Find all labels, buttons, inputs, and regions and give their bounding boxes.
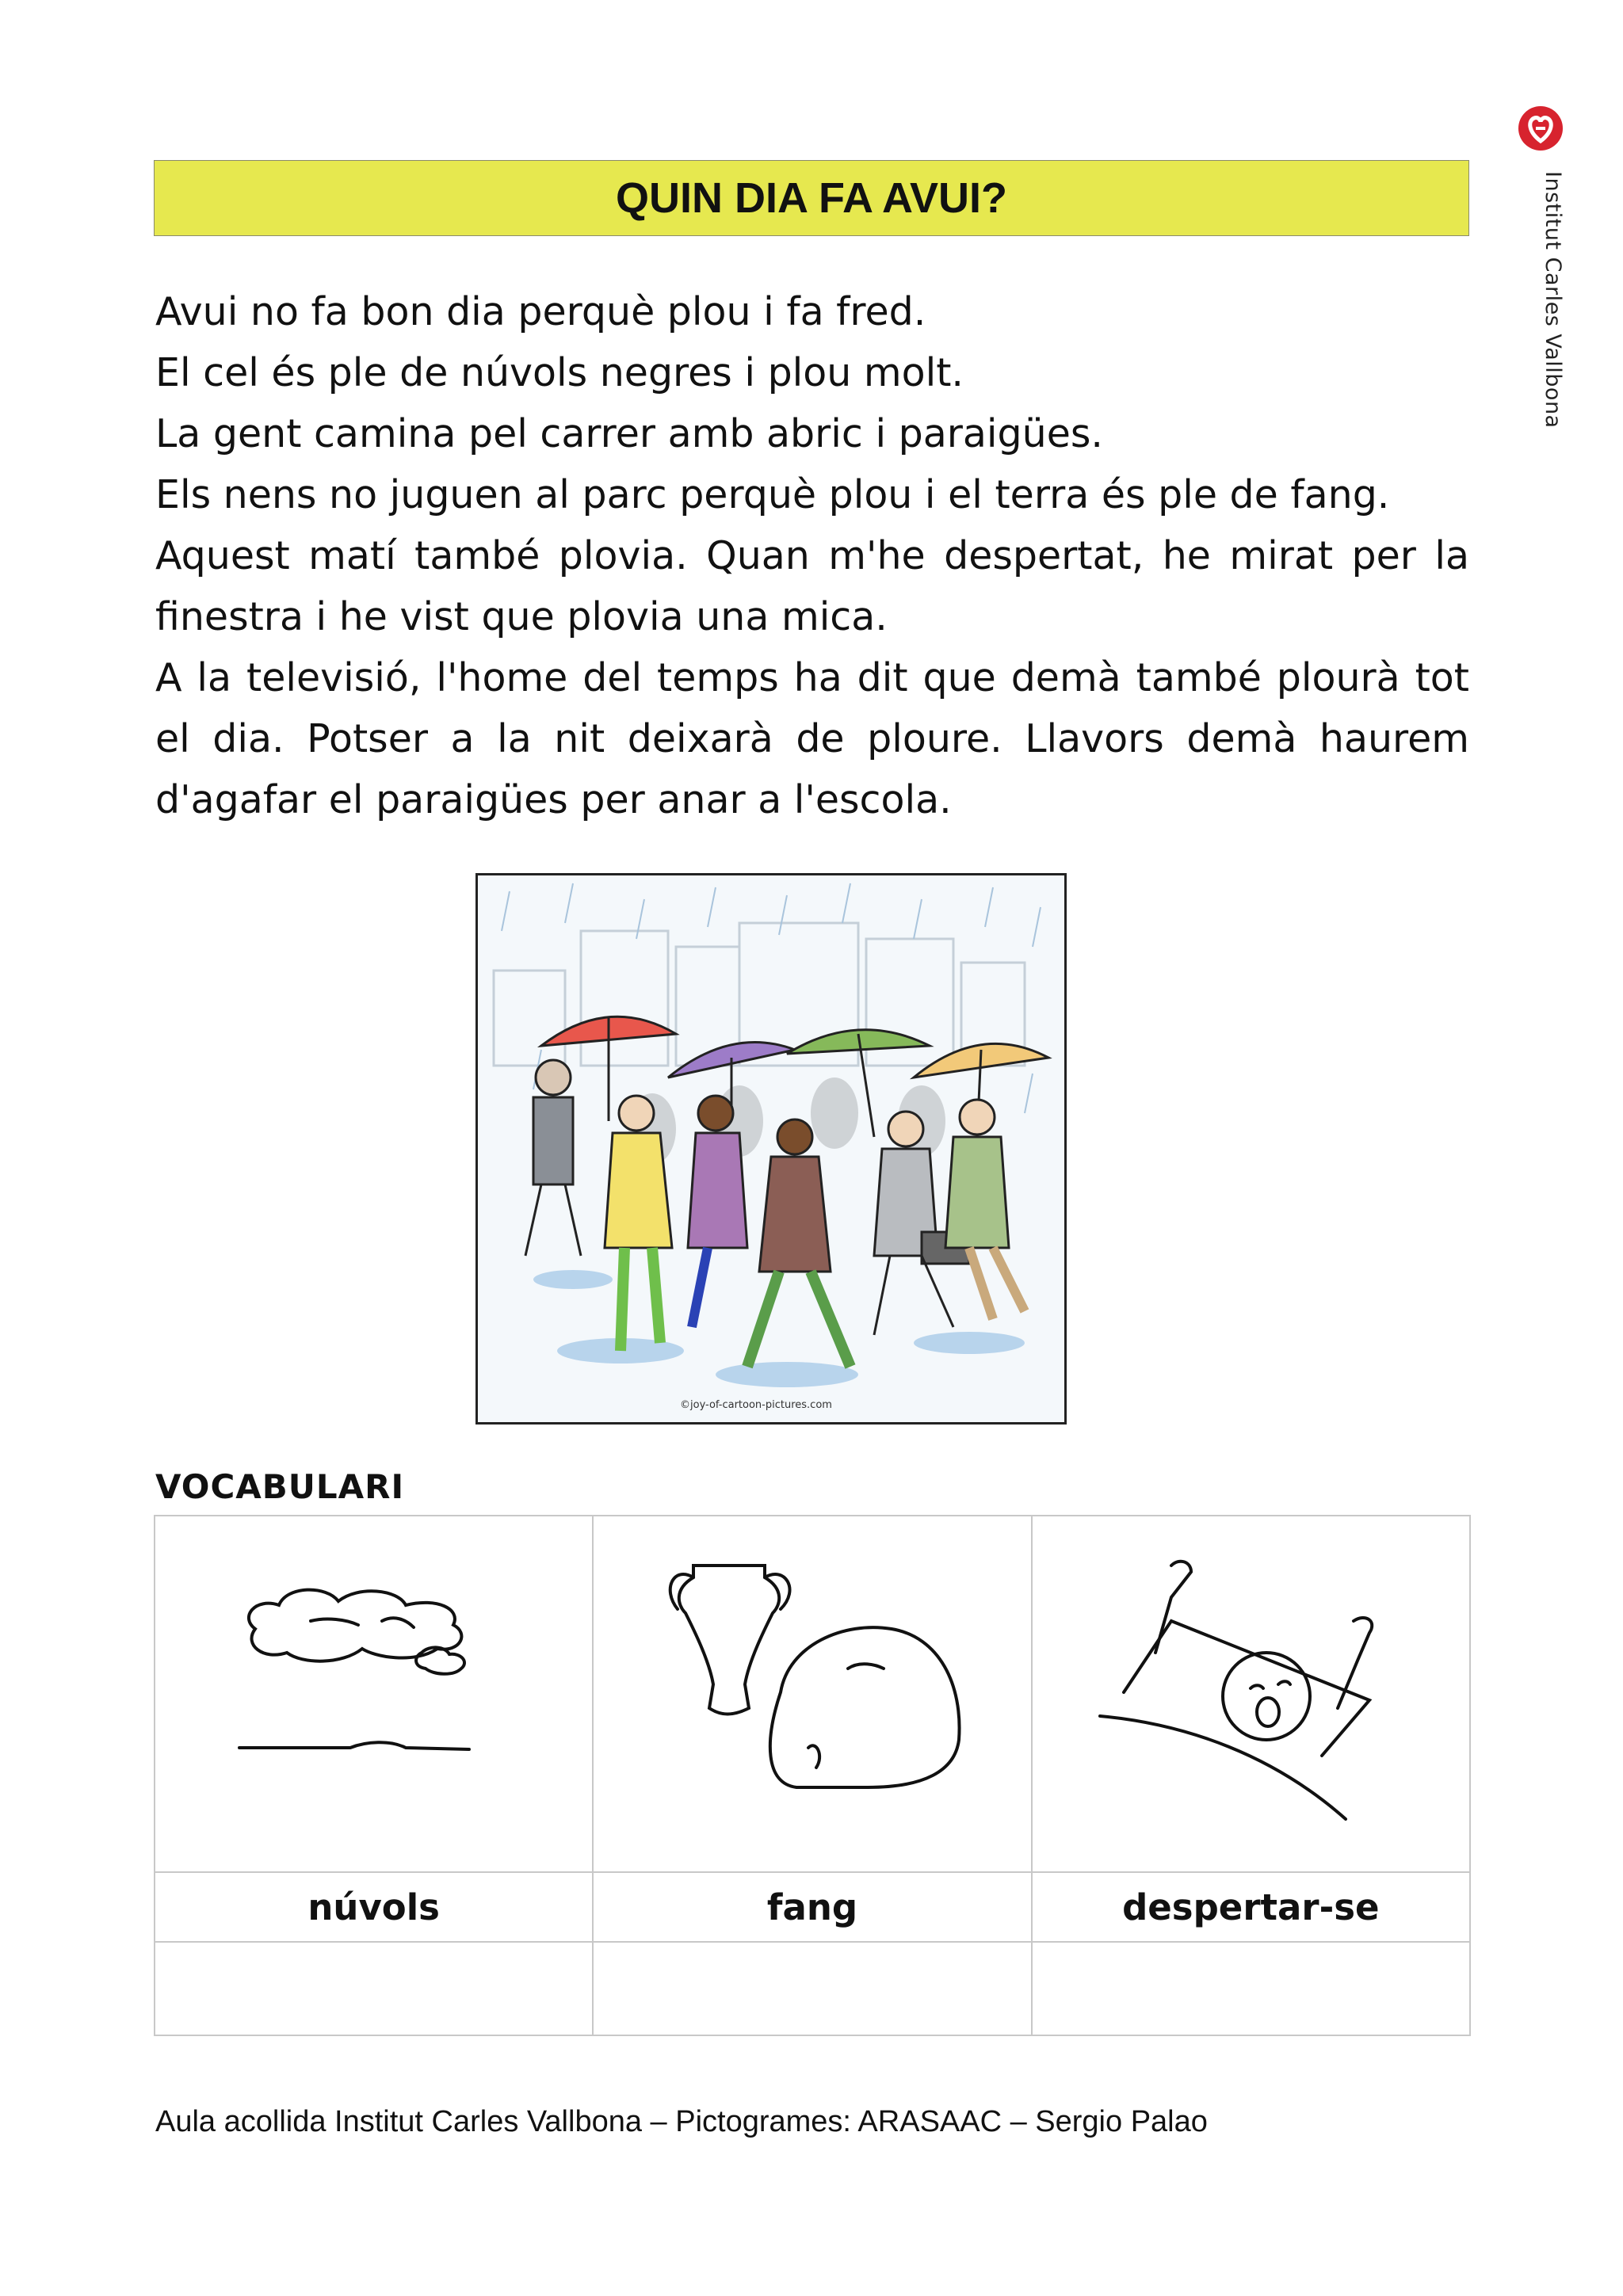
page-footer: Aula acollida Institut Carles Vallbona – Pictogrames: ARASAAC – Sergio Palao [155, 2105, 1208, 2138]
page-title: QUIN DIA FA AVUI? [616, 174, 1007, 222]
vocab-word: fang [593, 1872, 1031, 1942]
brand-sidebar [1512, 105, 1599, 437]
vocab-blank-cell[interactable] [593, 1942, 1031, 2035]
brand-name: Institut Carles Vallbona [1541, 171, 1565, 429]
title-bar [154, 160, 1469, 236]
clouds-icon [208, 1573, 540, 1811]
vocab-picture-cell [155, 1516, 593, 1872]
rain-illustration [475, 873, 1067, 1425]
story-line: El cel és ple de núvols negres i plou molt. [155, 350, 964, 395]
story-line: Els nens no juguen al parc perquè plou i el terra és ple de fang. [155, 472, 1390, 517]
heart-circle-logo-icon [1517, 105, 1564, 152]
vocab-word: núvols [155, 1872, 593, 1942]
vocab-blank-cell[interactable] [155, 1942, 593, 2035]
people-umbrellas-image [478, 875, 1064, 1422]
vocab-word: despertar-se [1032, 1872, 1470, 1942]
story-text [155, 281, 1469, 830]
image-credit: ©joy-of-cartoon-pictures.com [680, 1399, 832, 1411]
story-paragraph-morning: Aquest matí també plovia. Quan m'he despertat, he mirat per la finestra i he vist que plovia una mica. [155, 533, 1469, 639]
story-line: Avui no fa bon dia perquè plou i fa fred. [155, 289, 926, 334]
vocab-picture-cell [593, 1516, 1031, 1872]
vocabulary-table [154, 1515, 1471, 2036]
story-line: La gent camina pel carrer amb abric i paraigües. [155, 411, 1103, 456]
vocab-picture-cell [1032, 1516, 1470, 1872]
waking-up-icon [1084, 1550, 1417, 1835]
vocab-blank-cell[interactable] [1032, 1942, 1470, 2035]
clay-vase-icon [646, 1550, 979, 1835]
story-paragraph-tv: A la televisió, l'home del temps ha dit que demà també plourà tot el dia. Potser a la nit deixarà de ploure. Llavors demà haurem d'agafar el paraigües per anar a l'escola. [155, 655, 1469, 822]
vocabulary-heading: VOCABULARI [155, 1467, 405, 1506]
